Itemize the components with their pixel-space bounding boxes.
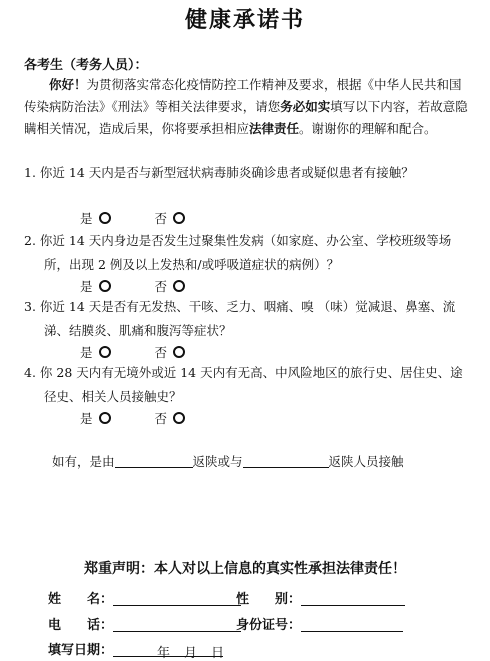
contact-suffix: 返陕人员接触 bbox=[328, 454, 404, 469]
phone-field bbox=[48, 614, 241, 633]
phone-input-line[interactable] bbox=[113, 617, 241, 632]
name-field bbox=[48, 588, 241, 607]
radio-icon[interactable] bbox=[99, 280, 111, 292]
name-input-line[interactable] bbox=[113, 591, 241, 606]
no-label: 否 bbox=[154, 279, 168, 294]
month-label: 月 bbox=[184, 646, 198, 661]
date-input-line[interactable] bbox=[113, 642, 225, 661]
question-4-yes[interactable] bbox=[80, 409, 111, 427]
intro-greeting: 你好！ bbox=[49, 77, 87, 92]
radio-icon[interactable] bbox=[173, 280, 185, 292]
intro-bold-1: 务必如实 bbox=[280, 99, 331, 114]
question-3 bbox=[24, 295, 474, 343]
radio-icon[interactable] bbox=[173, 346, 185, 358]
day-label: 日 bbox=[211, 646, 225, 661]
id-number-input-line[interactable] bbox=[301, 617, 403, 632]
yes-label: 是 bbox=[80, 211, 93, 226]
question-1-text: 1. 你近 14 天内是否与新型冠状病毒肺炎确诊患者或疑似患者有接触？ bbox=[24, 165, 414, 180]
contact-person-blank[interactable] bbox=[243, 455, 329, 468]
intro-paragraph bbox=[24, 74, 470, 140]
question-3-yes[interactable] bbox=[80, 343, 111, 361]
question-1-no[interactable] bbox=[155, 209, 186, 227]
name-label: 姓 名： bbox=[48, 592, 114, 607]
gender-field bbox=[236, 588, 405, 607]
radio-icon[interactable] bbox=[99, 212, 111, 224]
yes-label: 是 bbox=[80, 345, 93, 360]
contact-prefix: 如有，是由 bbox=[52, 454, 115, 469]
question-3-choices bbox=[80, 343, 229, 361]
declaration: 郑重声明：本人对以上信息的真实性承担法律责任！ bbox=[84, 561, 406, 577]
question-2-no[interactable] bbox=[155, 277, 186, 295]
yes-label: 是 bbox=[80, 279, 93, 294]
id-number-field bbox=[236, 614, 403, 633]
phone-label: 电 话： bbox=[48, 618, 114, 633]
question-2 bbox=[24, 229, 474, 277]
yes-label: 是 bbox=[80, 411, 93, 426]
intro-text-1: 为贯彻落实常态化疫情防控工作精神及要求，根据《中华人民共和国传染病防治法》《刑法》等相关法律要求，请您 bbox=[24, 77, 462, 114]
intro-text-2: 填写以下内容，若故意隐瞒相关情况，造成后果，你将要承担相应 bbox=[24, 99, 468, 136]
contact-line bbox=[52, 452, 404, 470]
radio-icon[interactable] bbox=[173, 412, 185, 424]
year-label: 年 bbox=[157, 646, 171, 661]
question-3-text: 3. 你近 14 天是否有无发热、干咳、乏力、咽痛、嗅 （味）觉减退、鼻塞、流涕、结膜炎、肌痛和腹泻等症状？ bbox=[24, 299, 456, 338]
intro-text-3: 。谢谢你的理解和配合。 bbox=[299, 121, 437, 136]
question-4-choices bbox=[80, 409, 229, 427]
date-label: 填写日期： bbox=[48, 643, 114, 658]
question-2-yes[interactable] bbox=[80, 277, 111, 295]
intro-bold-2: 法律责任 bbox=[249, 121, 300, 136]
question-1-yes[interactable] bbox=[80, 209, 111, 227]
question-1 bbox=[24, 161, 474, 185]
question-1-choices bbox=[80, 209, 229, 227]
document-title: 健康承诺书 bbox=[184, 7, 305, 33]
no-label: 否 bbox=[154, 345, 168, 360]
id-number-label: 身份证号： bbox=[236, 618, 302, 633]
contact-middle: 返陕或与 bbox=[192, 454, 243, 469]
question-4 bbox=[24, 361, 474, 409]
question-4-text: 4. 你 28 天内有无境外或近 14 天内有无高、中风险地区的旅行史、居住史、途径史、相关人员接触史？ bbox=[24, 365, 463, 404]
radio-icon[interactable] bbox=[173, 212, 185, 224]
question-3-no[interactable] bbox=[155, 343, 186, 361]
question-2-text: 2. 你近 14 天内身边是否发生过聚集性发病（如家庭、办公室、学校班级等场所，出现 2 例及以上发热和/或呼吸道症状的病例）？ bbox=[24, 233, 452, 272]
radio-icon[interactable] bbox=[99, 412, 111, 424]
gender-input-line[interactable] bbox=[301, 591, 405, 606]
no-label: 否 bbox=[154, 411, 168, 426]
return-from-blank[interactable] bbox=[115, 455, 193, 468]
question-2-choices bbox=[80, 277, 229, 295]
salutation: 各考生（考务人员）： bbox=[24, 58, 148, 73]
radio-icon[interactable] bbox=[99, 346, 111, 358]
gender-label: 性 别： bbox=[236, 592, 302, 607]
question-4-no[interactable] bbox=[155, 409, 186, 427]
no-label: 否 bbox=[154, 211, 168, 226]
date-field bbox=[48, 639, 225, 661]
